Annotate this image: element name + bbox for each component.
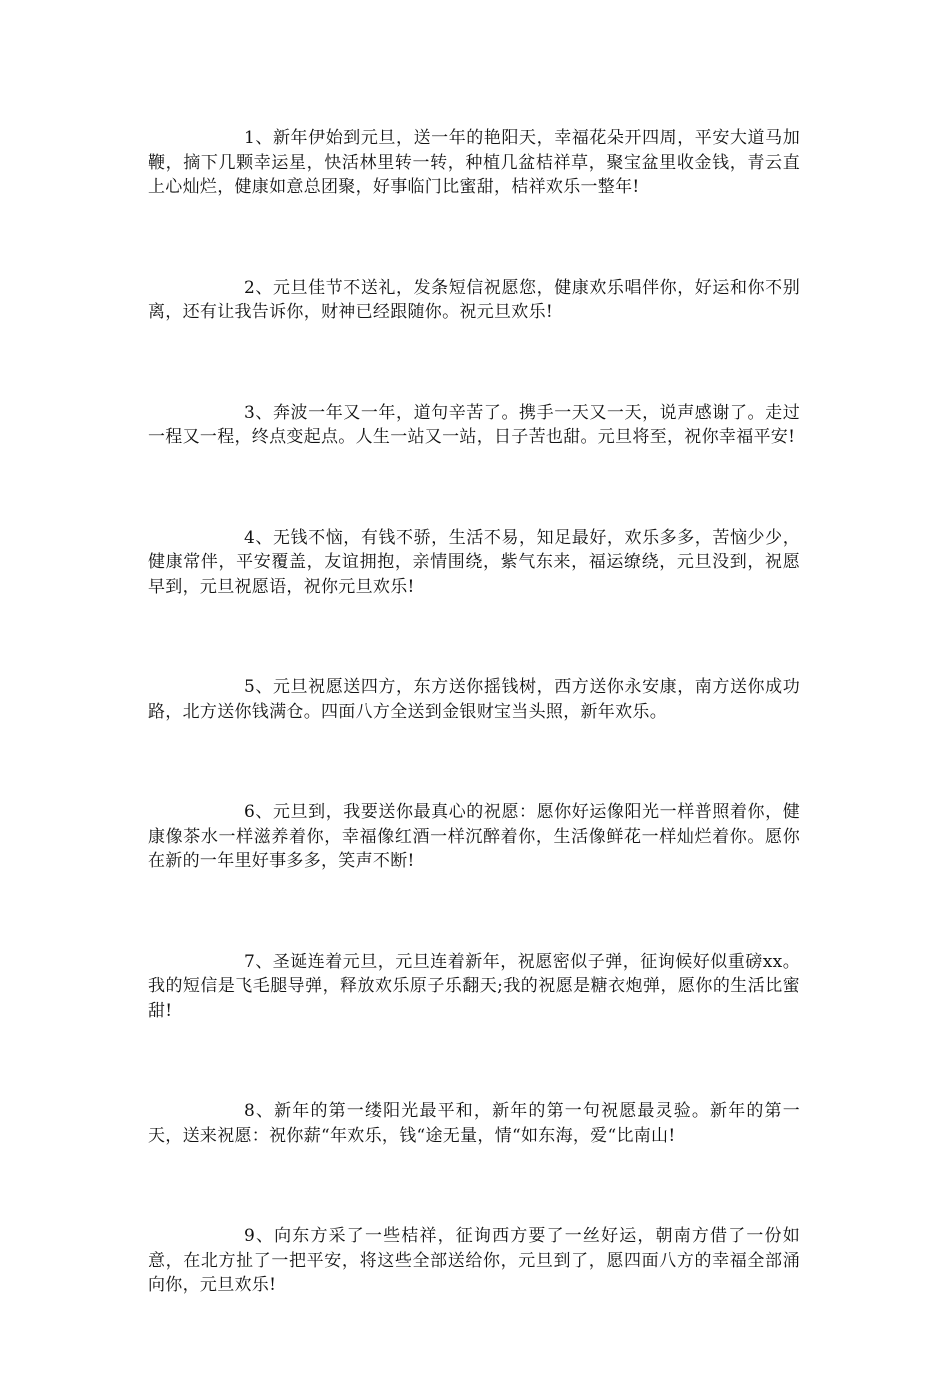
paragraph-8: 8、新年的第一缕阳光最平和，新年的第一句祝愿最灵验。新年的第一天，送来祝愿：祝你薪“年欢乐，钱“途无量，情“如东海，爱“比南山! <box>148 1101 800 1146</box>
paragraph-3: 3、奔波一年又一年，道句辛苦了。携手一天又一天，说声感谢了。走过一程又一程，终点变起点。人生一站又一站，日子苦也甜。元旦将至，祝你幸福平安! <box>148 402 800 447</box>
paragraph-9: 9、向东方采了一些桔祥，征询西方要了一丝好运，朝南方借了一份如意，在北方扯了一把平安，将这些全部送给你，元旦到了，愿四面八方的幸福全部涌向你，元旦欢乐! <box>148 1226 800 1295</box>
paragraph-7: 7、圣诞连着元旦，元旦连着新年，祝愿密似子弹，征询候好似重磅xx。我的短信是飞毛腿导弹，释放欢乐原子乐翻天;我的祝愿是糖衣炮弹，愿你的生活比蜜甜! <box>148 951 800 1021</box>
document-body <box>148 126 800 1374</box>
paragraph-1: 1、新年伊始到元旦，送一年的艳阳天，幸福花朵开四周，平安大道马加鞭，摘下几颗幸运星，快活林里转一转，种植几盆桔祥草，聚宝盆里收金钱，青云直上心灿烂，健康如意总团聚，好事临门比蜜甜，桔祥欢乐一整年! <box>148 128 800 197</box>
paragraph-5: 5、元旦祝愿送四方，东方送你摇钱树，西方送你永安康，南方送你成功路，北方送你钱满仓。四面八方全送到金银财宝当头照，新年欢乐。 <box>148 677 800 722</box>
paragraph-4: 4、无钱不恼，有钱不骄，生活不易，知足最好，欢乐多多，苦恼少少，健康常伴，平安覆盖，友谊拥抱，亲情围绕，紫气东来，福运缭绕，元旦没到，祝愿早到，元旦祝愿语，祝你元旦欢乐! <box>148 527 800 597</box>
paragraph-6: 6、元旦到，我要送你最真心的祝愿：愿你好运像阳光一样普照着你，健康像茶水一样滋养着你，幸福像红酒一样沉醉着你，生活像鲜花一样灿烂着你。愿你在新的一年里好事多多，笑声不断! <box>148 802 800 871</box>
paragraph-2: 2、元旦佳节不送礼，发条短信祝愿您，健康欢乐唱伴你，好运和你不别离，还有让我告诉你，财神已经跟随你。祝元旦欢乐! <box>148 277 800 322</box>
